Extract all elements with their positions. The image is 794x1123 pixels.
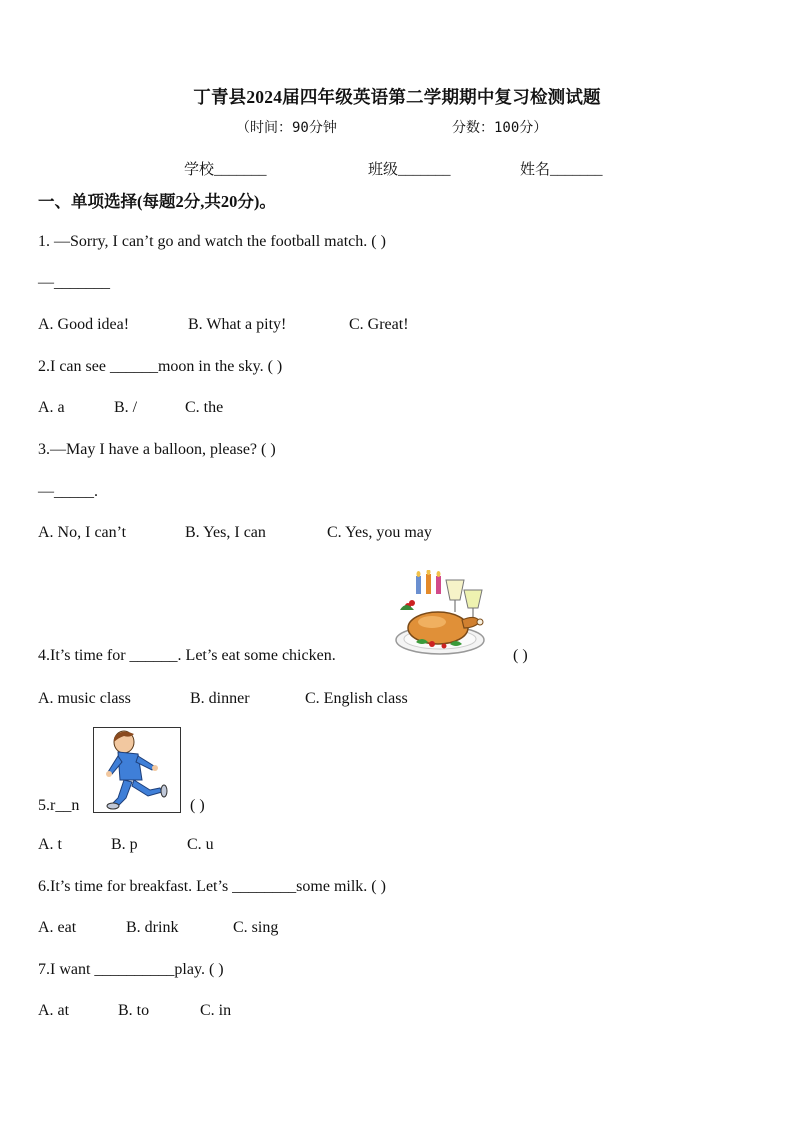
question-1-answer-line: —_______	[38, 274, 110, 291]
question-7-option-a: A. at	[38, 1002, 70, 1019]
exam-score: 分数：100分）	[452, 120, 548, 136]
section-title: 一、单项选择(每题2分,共20分)。	[38, 192, 276, 211]
question-3-stem: 3.—May I have a balloon, please? ( )	[38, 441, 276, 458]
question-6-stem: 6.It’s time for breakfast. Let’s ________some milk. ( )	[38, 878, 386, 895]
question-5-stem: 5.r__n	[38, 797, 80, 814]
question-2-stem: 2.I can see ______moon in the sky. ( )	[38, 358, 283, 375]
question-5-answer-paren: ( )	[190, 797, 205, 814]
question-5-option-b: B. p	[111, 836, 138, 853]
question-6-option-a: A. eat	[38, 919, 77, 936]
running-boy-icon	[94, 728, 180, 812]
question-7-option-c: C. in	[200, 1002, 232, 1019]
question-4-option-c: C. English class	[305, 690, 408, 707]
question-4-answer-paren: ( )	[513, 647, 528, 664]
page-title: 丁青县2024届四年级英语第二学期期中复习检测试题	[193, 87, 601, 107]
question-1-option-b: B. What a pity!	[188, 316, 287, 333]
question-3-option-a: A. No, I can’t	[38, 524, 127, 541]
roast-chicken-dinner-picture	[392, 570, 494, 662]
question-7-option-b: B. to	[118, 1002, 150, 1019]
question-3-option-b: B. Yes, I can	[185, 524, 266, 541]
question-1-option-c: C. Great!	[349, 316, 409, 333]
question-4-option-b: B. dinner	[190, 690, 250, 707]
question-7-stem: 7.I want __________play. ( )	[38, 961, 224, 978]
exam-time: （时间：90分钟	[236, 120, 337, 136]
roast-chicken-icon	[392, 570, 494, 662]
question-2-option-c: C. the	[185, 399, 224, 416]
question-1-stem: 1. —Sorry, I can’t go and watch the football match. ( )	[38, 233, 386, 250]
question-3-answer-line: —_____.	[38, 483, 98, 500]
question-1-option-a: A. Good idea!	[38, 316, 130, 333]
class-field: 班级_______	[368, 162, 451, 178]
question-2-option-a: A. a	[38, 399, 65, 416]
question-6-option-c: C. sing	[233, 919, 279, 936]
name-field: 姓名_______	[520, 162, 603, 178]
running-boy-picture	[93, 727, 181, 813]
question-6-option-b: B. drink	[126, 919, 179, 936]
question-4-option-a: A. music class	[38, 690, 131, 707]
question-4-stem: 4.It’s time for ______. Let’s eat some chicken.	[38, 647, 336, 664]
school-field: 学校_______	[184, 162, 267, 178]
question-5-option-c: C. u	[187, 836, 214, 853]
question-5-option-a: A. t	[38, 836, 62, 853]
question-2-option-b: B. /	[114, 399, 138, 416]
question-3-option-c: C. Yes, you may	[327, 524, 432, 541]
